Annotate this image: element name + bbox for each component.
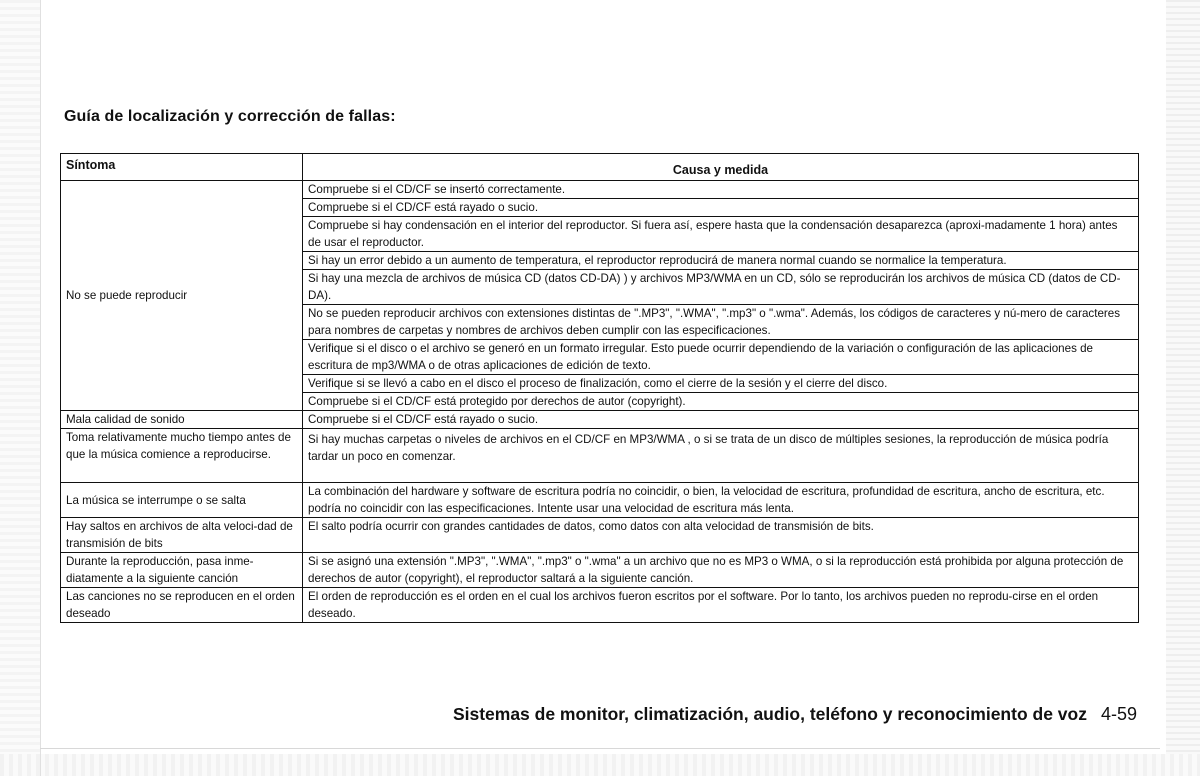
cause-cell: La combinación del hardware y software de escritura podría no coincidir, o bien, la velocidad de escritura, profundidad de escritura, ancho de escritura, etc. podría no coincidir con las especificaciones. Intente usar una velocidad de escritura más lenta. (303, 483, 1139, 518)
scan-rule-bottom (40, 748, 1160, 749)
table-header-row (61, 154, 1139, 181)
table-row (61, 588, 1139, 623)
symptom-cell: La música se interrumpe o se salta (61, 483, 303, 518)
symptom-cell: Toma relativamente mucho tiempo antes de que la música comience a reproducirse. (61, 429, 303, 483)
cause-cell: Si hay una mezcla de archivos de música CD (datos CD-DA) ) y archivos MP3/WMA en un CD, sólo se reproducirán los archivos de música CD (datos de CD-DA). (303, 270, 1139, 305)
cause-cell: El salto podría ocurrir con grandes cantidades de datos, como datos con alta velocidad de transmisión de bits. (303, 518, 1139, 553)
table-row (61, 181, 1139, 199)
table-row (61, 429, 1139, 483)
scan-edge-left (0, 0, 40, 776)
cause-cell: Si se asignó una extensión ".MP3", ".WMA", ".mp3" o ".wma" a un archivo que no es MP3 o WMA, o si la reproducción está prohibida por alguna protección de derechos de autor (copyright), el reproductor saltará a la siguiente canción. (303, 553, 1139, 588)
cause-cell: Verifique si el disco o el archivo se generó en un formato irregular. Esto puede ocurrir dependiendo de la variación o configuración de las aplicaciones de escritura de mp3/WMA o de otras aplicaciones de edición de texto. (303, 340, 1139, 375)
scan-edge-right (1166, 0, 1200, 776)
header-cause: Causa y medida (303, 154, 1139, 181)
troubleshooting-table (60, 153, 1139, 623)
symptom-cell: No se puede reproducir (61, 181, 303, 411)
cause-cell: Compruebe si el CD/CF está protegido por derechos de autor (copyright). (303, 393, 1139, 411)
page-number: 4-59 (1100, 704, 1137, 724)
cause-cell: Compruebe si el CD/CF se insertó correctamente. (303, 181, 1139, 199)
symptom-cell: Mala calidad de sonido (61, 411, 303, 429)
table-row (61, 518, 1139, 553)
cause-cell: Compruebe si el CD/CF está rayado o sucio. (303, 199, 1139, 217)
table-row (61, 483, 1139, 518)
page-title: Guía de localización y corrección de fallas: (64, 108, 396, 125)
cause-cell: Si hay muchas carpetas o niveles de archivos en el CD/CF en MP3/WMA , o si se trata de un disco de múltiples sesiones, la reproducción de música podría tardar un poco en comenzar. (303, 429, 1139, 483)
header-symptom: Síntoma (61, 154, 303, 181)
cause-cell: No se pueden reproducir archivos con extensiones distintas de ".MP3", ".WMA", ".mp3" o ".wma". Además, los códigos de caracteres y nú-mero de caracteres para nombres de carpetas y nombres de archivos deben cumplir con las especificaciones. (303, 305, 1139, 340)
symptom-cell: Las canciones no se reproducen en el orden deseado (61, 588, 303, 623)
cause-cell: Si hay un error debido a un aumento de temperatura, el reproductor reproducirá de manera normal cuando se normalice la temperatura. (303, 252, 1139, 270)
cause-cell: Compruebe si el CD/CF está rayado o sucio. (303, 411, 1139, 429)
page-footer (453, 704, 1137, 725)
footer-section-title: Sistemas de monitor, climatización, audio, teléfono y reconocimiento de voz (452, 704, 1087, 724)
scan-rule-left (40, 0, 41, 776)
scan-edge-bottom (0, 754, 1200, 776)
symptom-cell: Hay saltos en archivos de alta veloci-dad de transmisión de bits (61, 518, 303, 553)
cause-cell: El orden de reproducción es el orden en el cual los archivos fueron escritos por el software. Por lo tanto, los archivos pueden no reprodu-cirse en el orden deseado. (303, 588, 1139, 623)
cause-cell: Verifique si se llevó a cabo en el disco el proceso de finalización, como el cierre de la sesión y el cierre del disco. (303, 375, 1139, 393)
table-row (61, 411, 1139, 429)
symptom-cell: Durante la reproducción, pasa inme-diatamente a la siguiente canción (61, 553, 303, 588)
table-row (61, 553, 1139, 588)
cause-cell: Compruebe si hay condensación en el interior del reproductor. Si fuera así, espere hasta que la condensación desaparezca (aproxi-madamente 1 hora) antes de usar el reproductor. (303, 217, 1139, 252)
